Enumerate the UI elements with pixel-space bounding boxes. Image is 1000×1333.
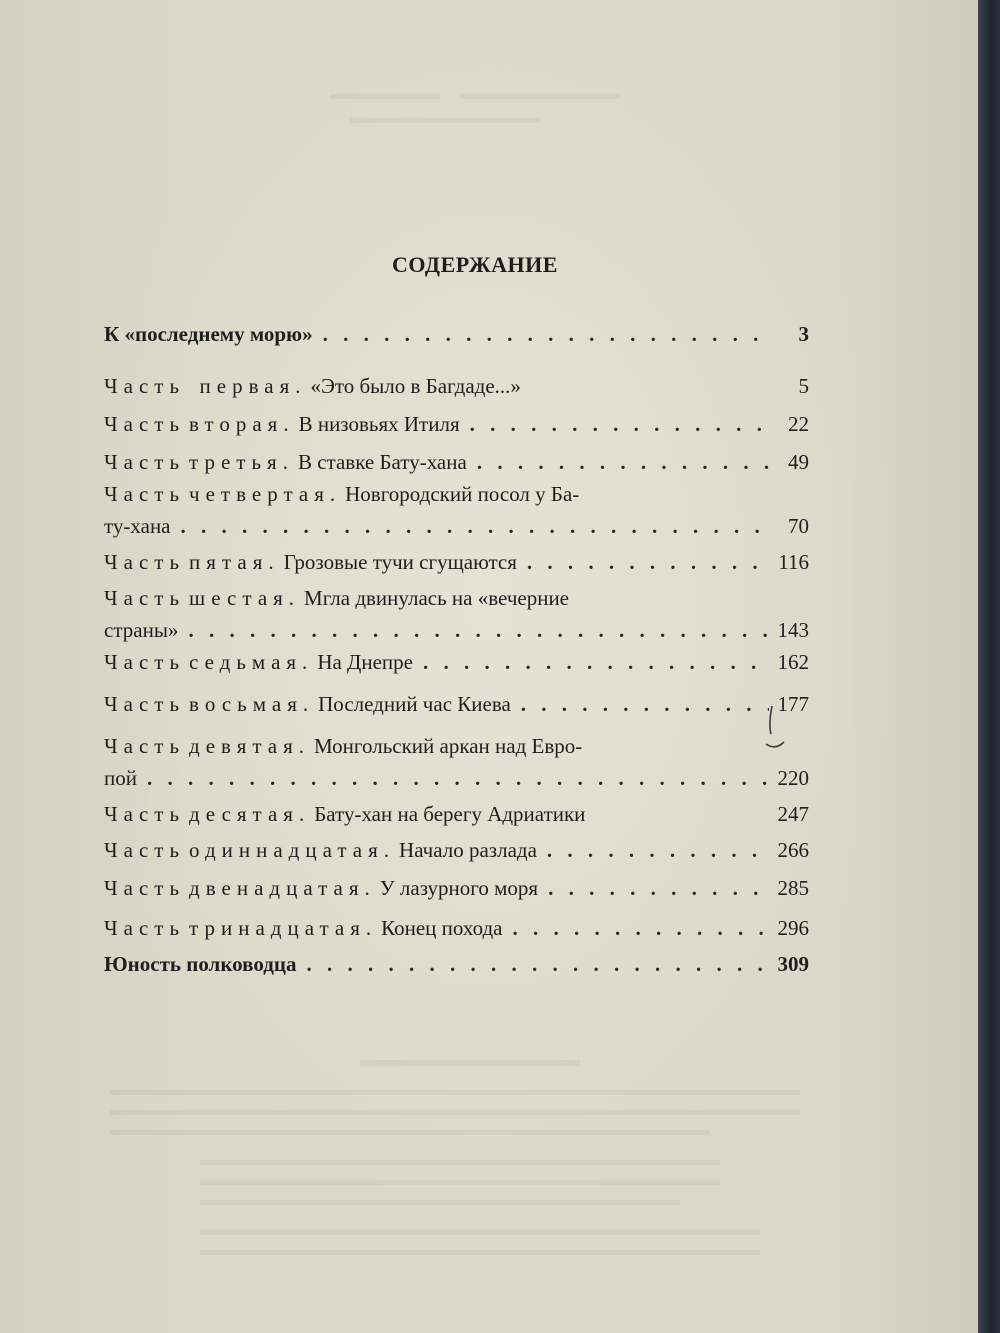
- dot-leader: [313, 320, 769, 348]
- toc-entry: [104, 800, 809, 832]
- toc-entry-page: 177: [777, 692, 809, 716]
- toc-entry-page: 116: [778, 550, 809, 574]
- toc-entry-page: 247: [777, 802, 809, 826]
- toc-entry-title: «Это было в Багдаде...»: [310, 374, 521, 398]
- toc-entry-part: десятая.: [189, 802, 311, 826]
- toc-entry-prefix: Часть: [104, 550, 186, 574]
- toc-entry-prefix: Часть: [104, 412, 186, 436]
- toc-entry-prefix: К: [104, 322, 120, 346]
- dot-leader: [460, 410, 769, 438]
- toc-entry-part: восьмая.: [189, 692, 315, 716]
- toc-entry: [104, 320, 809, 352]
- dot-leader: [296, 950, 769, 978]
- toc-entry-part: одиннадцатая.: [189, 838, 396, 862]
- toc-entry-part: шестая.: [189, 586, 301, 610]
- toc-entry: [104, 690, 809, 722]
- toc-entry-page: 285: [777, 876, 809, 900]
- pencil-mark: [764, 702, 794, 752]
- dot-leader: [413, 648, 769, 676]
- toc-entry-title: Бату-хан на берегу Адриатики: [314, 802, 586, 826]
- toc-entry-prefix: Часть: [104, 802, 186, 826]
- toc-entry-part: пятая.: [189, 550, 280, 574]
- toc-entry: [104, 732, 809, 796]
- toc-entry: [104, 950, 809, 982]
- toc-entry-part: первая.: [199, 374, 307, 398]
- dot-leader: [517, 548, 769, 576]
- toc-entry-title: Новгородский посол у Ба-: [345, 482, 580, 506]
- toc-entry: [104, 836, 809, 868]
- toc-entry-continuation: пой: [104, 766, 137, 790]
- toc-entry-prefix: Часть: [104, 374, 186, 398]
- toc-entry-part: третья.: [189, 450, 294, 474]
- toc-entry-part: девятая.: [189, 734, 311, 758]
- dot-leader: [178, 616, 769, 644]
- toc-entry-prefix: Часть: [104, 876, 186, 900]
- toc-entry-title: Монгольский аркан над Евро-: [314, 734, 583, 758]
- show-through-text: [330, 90, 630, 154]
- contents-heading: СОДЕРЖАНИЕ: [392, 252, 558, 277]
- toc-entry: [104, 410, 809, 442]
- toc-entry-continuation: страны»: [104, 618, 179, 642]
- toc-entry-page: 49: [788, 450, 809, 474]
- show-through-lines: [330, 90, 630, 150]
- toc-entry-title: Мгла двинулась на «вечерние: [304, 586, 569, 610]
- toc-entry: [104, 480, 809, 544]
- toc-entry-title: Начало разлада: [399, 838, 537, 862]
- toc-entry-title: На Днепре: [317, 650, 413, 674]
- toc-entry-part: вторая.: [189, 412, 295, 436]
- toc-entry-page: 266: [777, 838, 809, 862]
- toc-entry-title: В ставке Бату-хана: [297, 450, 467, 474]
- toc-entry-page: 220: [777, 766, 809, 790]
- toc-entry: [104, 874, 809, 906]
- toc-entry-page: 3: [798, 322, 809, 346]
- toc-entry-title: «последнему морю»: [124, 322, 313, 346]
- toc-entry-page: 296: [777, 916, 809, 940]
- toc-entry: [104, 372, 809, 404]
- toc-entry-prefix: Часть: [104, 586, 186, 610]
- toc-entry-prefix: Часть: [104, 916, 186, 940]
- toc-entry-title: В низовьях Итиля: [298, 412, 460, 436]
- toc-entry: [104, 548, 809, 580]
- show-through-imprint: [110, 1060, 810, 1284]
- toc-entry-prefix: Часть: [104, 650, 186, 674]
- toc-entry-part: тринадцатая.: [189, 916, 378, 940]
- dot-leader: [538, 874, 769, 902]
- toc-entry: [104, 648, 809, 680]
- toc-entry-page: 143: [777, 618, 809, 642]
- toc-entry-page: 22: [788, 412, 809, 436]
- toc-entry-title: Юность полководца: [104, 952, 297, 976]
- toc-entry-prefix: Часть: [104, 734, 186, 758]
- dot-leader: [511, 690, 769, 718]
- toc-entry-page: 5: [798, 374, 809, 398]
- dot-leader: [537, 836, 769, 864]
- toc-entry-prefix: Часть: [104, 450, 186, 474]
- toc-entry-title: Последний час Киева: [318, 692, 511, 716]
- toc-entry-page: 309: [777, 952, 809, 976]
- dot-leader: [137, 764, 769, 792]
- toc-entry-continuation: ту-хана: [104, 514, 171, 538]
- toc-entry: [104, 584, 809, 648]
- toc-entry-prefix: Часть: [104, 692, 186, 716]
- toc-entry-prefix: Часть: [104, 482, 186, 506]
- dot-leader: [467, 448, 769, 476]
- toc-entry-page: 162: [777, 650, 809, 674]
- book-cover-edge: [978, 0, 1000, 1333]
- toc-entry-title: Конец похода: [381, 916, 503, 940]
- toc-entry-prefix: Часть: [104, 838, 186, 862]
- dot-leader: [171, 512, 770, 540]
- toc-entry-title: У лазурного моря: [379, 876, 539, 900]
- toc-entry-part: двенадцатая.: [189, 876, 376, 900]
- toc-entry-page: 70: [788, 514, 809, 538]
- toc-entry-part: седьмая.: [189, 650, 314, 674]
- toc-entry: [104, 448, 809, 480]
- toc-entry: [104, 914, 809, 946]
- toc-entry-title: Грозовые тучи сгущаются: [283, 550, 517, 574]
- show-through-imprint-lines: [110, 1060, 810, 1280]
- toc-entry-part: четвертая.: [189, 482, 342, 506]
- dot-leader: [502, 914, 769, 942]
